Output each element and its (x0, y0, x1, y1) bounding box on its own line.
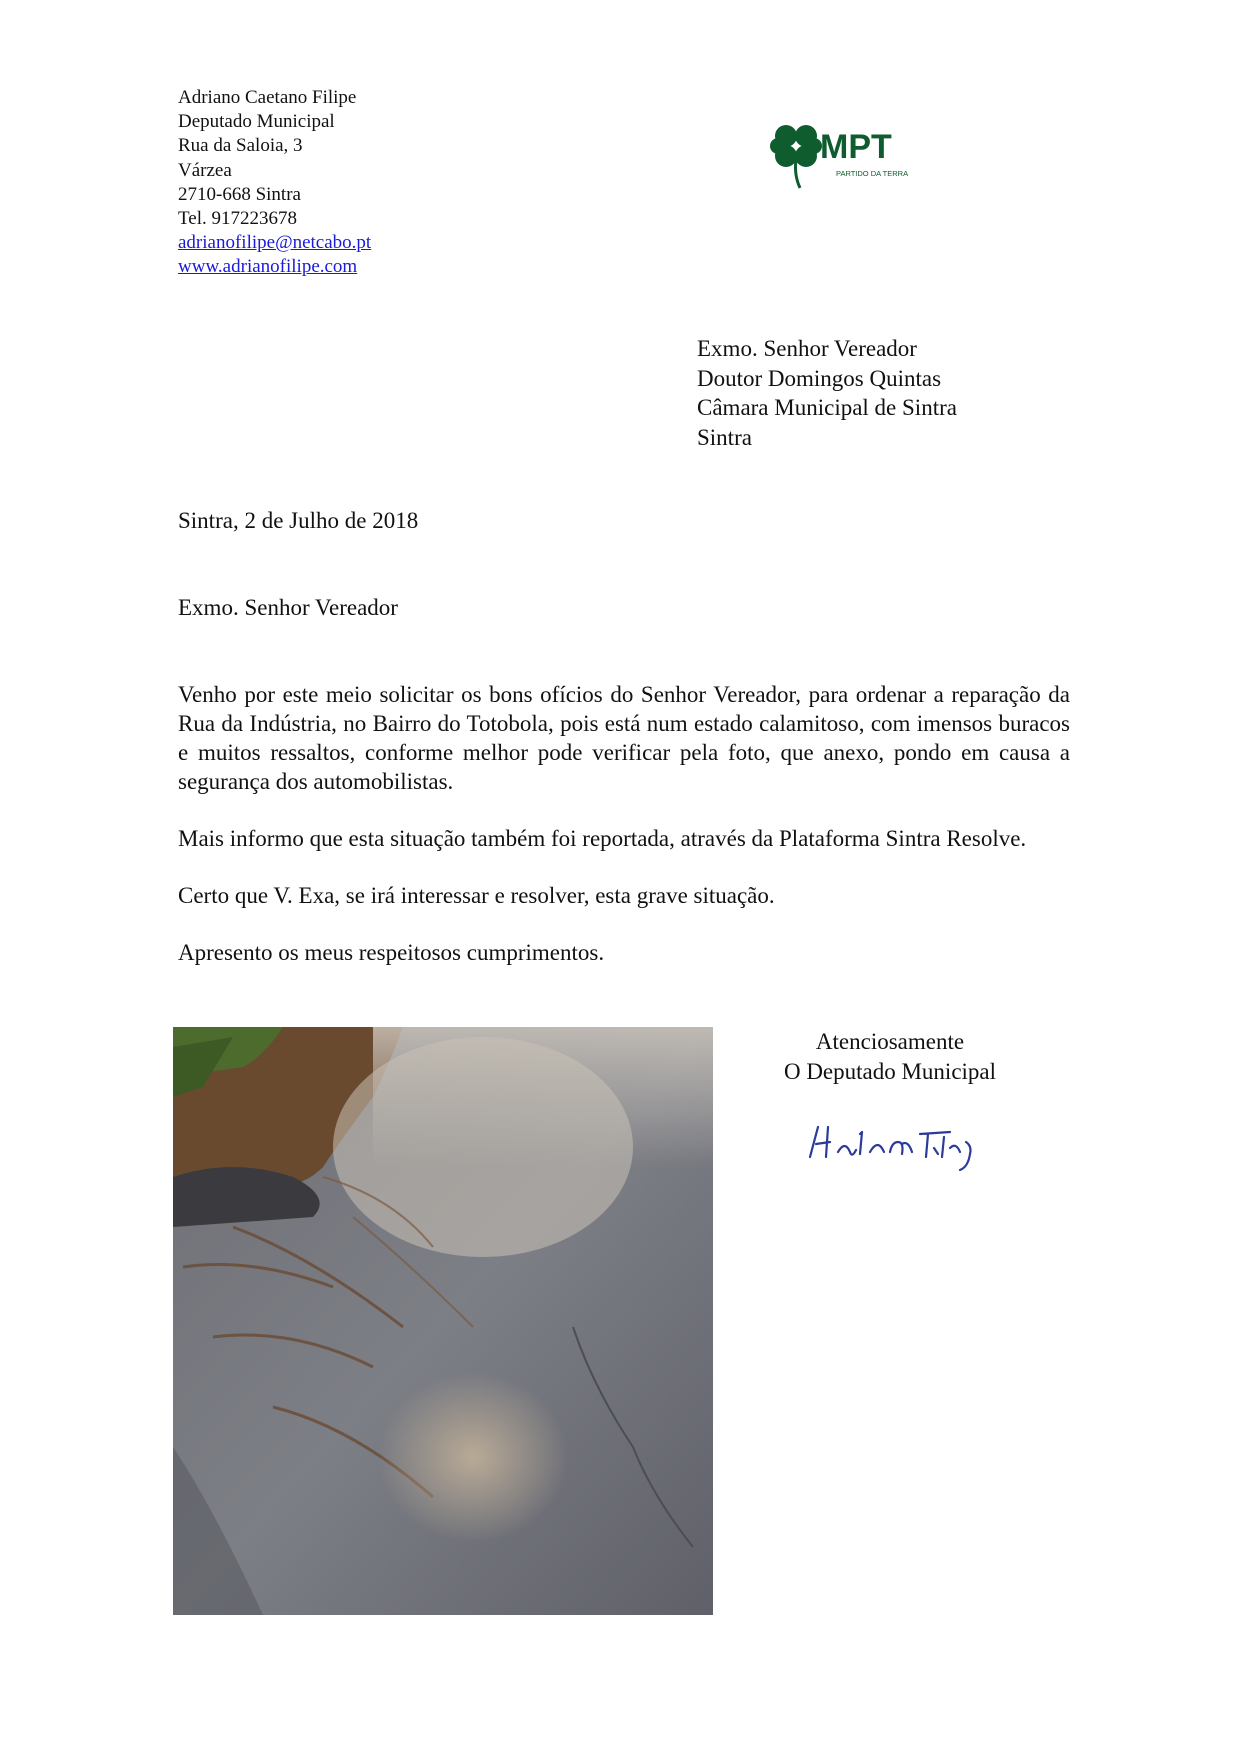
recipient-line: Exmo. Senhor Vereador (697, 336, 917, 361)
letter-date: Sintra, 2 de Julho de 2018 (178, 508, 419, 533)
body-paragraph: Mais informo que esta situação também foi reportada, através da Plataforma Sintra Resolve. (178, 826, 1027, 851)
recipient-line: Sintra (697, 424, 752, 450)
sender-locality: Várzea (178, 159, 232, 181)
recipient-line: Câmara Municipal de Sintra (697, 395, 957, 420)
closing-line: O Deputado Municipal (783, 1059, 997, 1084)
body-paragraph: Certo que V. Exa, se irá interessar e resolver, esta grave situação. (178, 883, 775, 908)
handwritten-signature (800, 1112, 1000, 1172)
mpt-logo (764, 120, 914, 200)
body-paragraph: Apresento os meus respeitosos cumprimentos. (178, 940, 605, 965)
sender-block (178, 86, 371, 280)
recipient-line: Doutor Domingos Quintas (697, 365, 942, 391)
salutation: Exmo. Senhor Vereador (178, 595, 398, 620)
logo-text: MPT (820, 128, 892, 166)
body-paragraph: Venho por este meio solicitar os bons ofícios do Senhor Vereador, para ordenar a reparação da Rua da Indústria, no Bairro do Totobola, pois está num estado calamitoso, com imensos buracos e muitos ressaltos, conforme melhor pode verificar pela foto, que anexo, pondo em causa a segurança dos automobilistas. (178, 682, 1070, 794)
sender-email-link[interactable]: adrianofilipe@netcabo.pt (178, 232, 372, 254)
sender-website-link[interactable]: www.adrianofilipe.com (178, 256, 358, 278)
closing-line: Atenciosamente (815, 1029, 965, 1054)
sender-name: Adriano Caetano Filipe (178, 87, 357, 108)
closing-block (760, 1027, 1020, 1087)
letter-body (178, 680, 1070, 995)
sender-street: Rua da Saloia, 3 (178, 135, 303, 157)
four-leaf-clover-icon (770, 125, 822, 188)
logo-subtitle: PARTIDO DA TERRA (836, 169, 909, 178)
sender-role: Deputado Municipal (178, 111, 335, 133)
sender-postal: 2710-668 Sintra (178, 183, 301, 205)
sender-phone: Tel. 917223678 (178, 208, 297, 230)
road-photo (173, 1027, 713, 1615)
recipient-block (697, 334, 957, 452)
